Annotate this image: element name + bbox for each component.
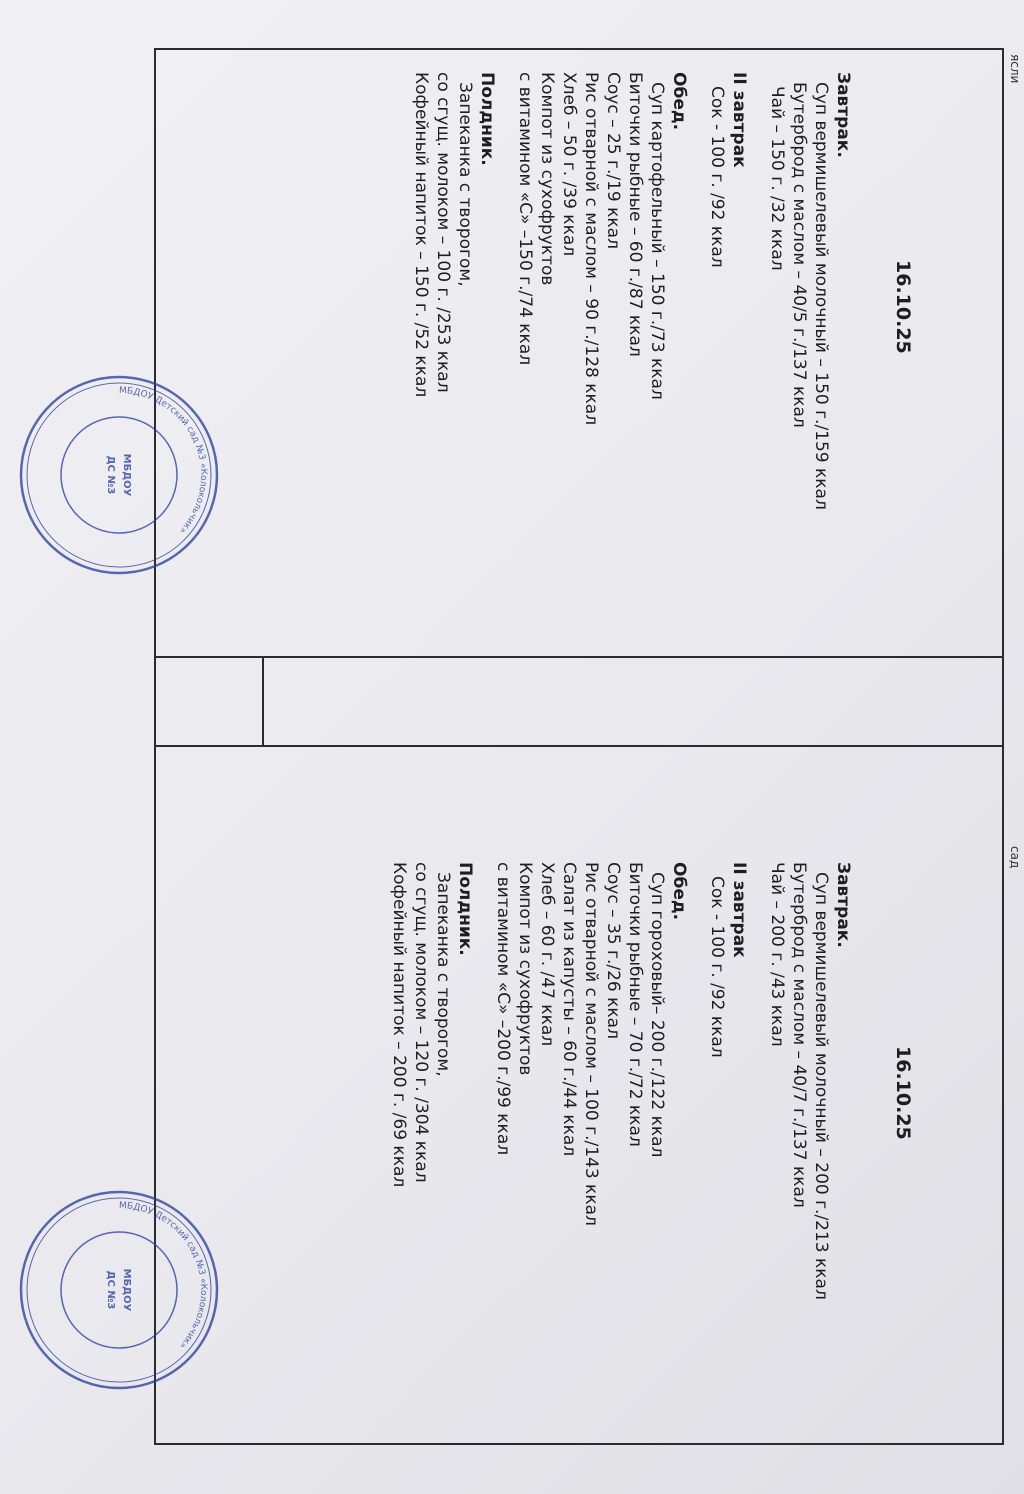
- right-corner-label: сад: [1008, 846, 1022, 869]
- left-breakfast-title: Завтрак.: [833, 72, 853, 158]
- left-breakfast2-title: II завтрак: [729, 72, 749, 168]
- left-corner-label: ясли: [1008, 54, 1022, 84]
- right-snack-item: Запеканка с творогом,: [433, 872, 453, 1077]
- right-lunch-item: Соус – 35 г./26 ккал: [603, 862, 623, 1039]
- right-breakfast2-item: Сок - 100 г. /92 ккал: [707, 876, 727, 1058]
- left-snack-title: Полдник.: [477, 72, 497, 166]
- right-stamp-ring-text: МБДОУ Детский сад №3 «Колокольчик»: [118, 1200, 209, 1351]
- right-lunch-item: Хлеб – 60 г. /47 ккал: [537, 862, 557, 1047]
- divider-line-2: [154, 745, 1004, 747]
- left-lunch-item: Биточки рыбные – 60 г./87 ккал: [625, 72, 645, 357]
- right-lunch-title: Обед.: [669, 862, 689, 921]
- left-lunch-item: Суп картофельный – 150 г./73 ккал: [647, 82, 667, 400]
- left-lunch-item: Рис отварной с маслом – 90 г./128 ккал: [581, 72, 601, 426]
- right-stamp-line1: МБДОУ: [121, 1268, 132, 1312]
- left-breakfast-item: Чай – 150 г. /32 ккал: [767, 86, 787, 271]
- left-snack-item: Запеканка с творогом,: [455, 82, 475, 287]
- right-breakfast-title: Завтрак.: [833, 862, 853, 948]
- right-lunch-item: Рис отварной с маслом – 100 г./143 ккал: [581, 862, 601, 1226]
- right-breakfast-item: Суп вермишелевый молочный – 200 г./213 ккал: [811, 872, 831, 1300]
- left-stamp-line2: ДС №3: [105, 455, 116, 495]
- left-breakfast2-item: Сок - 100 г. /92 ккал: [707, 86, 727, 268]
- right-breakfast-item: Бутерброд с маслом – 40/7 г./137 ккал: [789, 862, 809, 1208]
- divider-line-1: [154, 656, 1004, 658]
- right-breakfast-item: Чай – 200 г. /43 ккал: [767, 862, 787, 1047]
- right-stamp-line2: ДС №3: [105, 1270, 116, 1310]
- right-date: 16.10.25: [892, 1046, 914, 1140]
- left-breakfast-item: Бутерброд с маслом – 40/5 г./137 ккал: [789, 82, 809, 428]
- right-lunch-item: Суп гороховый– 200 г./122 ккал: [647, 872, 667, 1158]
- right-menu: [388, 862, 854, 1300]
- left-lunch-item: Хлеб – 50 г. /39 ккал: [559, 72, 579, 257]
- right-lunch-item: с витамином «С» –200 г./99 ккал: [493, 862, 513, 1156]
- right-snack-item: со сгущ. молоком – 120 г. /304 ккал: [411, 862, 431, 1183]
- right-lunch-item: Биточки рыбные – 70 г./72 ккал: [625, 862, 645, 1147]
- right-snack-item: Кофейный напиток – 200 г. /69 ккал: [389, 862, 409, 1188]
- left-stamp-ring-text: МБДОУ Детский сад №3 «Колокольчик»: [118, 385, 209, 536]
- left-breakfast-item: Суп вермишелевый молочный – 150 г./159 ккал: [811, 82, 831, 510]
- left-stamp-line1: МБДОУ: [121, 453, 132, 497]
- left-date: 16.10.25: [892, 260, 914, 354]
- right-stamp: [14, 1175, 224, 1405]
- left-snack-item: Кофейный напиток – 150 г. /52 ккал: [411, 72, 431, 398]
- right-snack-title: Полдник.: [455, 862, 475, 956]
- left-menu: [410, 72, 854, 510]
- left-stamp: [14, 360, 224, 590]
- left-lunch-item: Соус – 25 г./19 ккал: [603, 72, 623, 249]
- right-breakfast2-title: II завтрак: [729, 862, 749, 958]
- left-lunch-item: Компот из сухофруктов: [537, 72, 557, 286]
- right-lunch-item: Компот из сухофруктов: [515, 862, 535, 1076]
- left-lunch-title: Обед.: [669, 72, 689, 131]
- right-lunch-item: Салат из капусты – 60 г./44 ккал: [559, 862, 579, 1157]
- left-lunch-item: с витамином «С» –150 г./74 ккал: [515, 72, 535, 366]
- left-snack-item: со сгущ. молоком – 100 г. /253 ккал: [433, 72, 453, 393]
- divider-crossbar: [262, 656, 264, 747]
